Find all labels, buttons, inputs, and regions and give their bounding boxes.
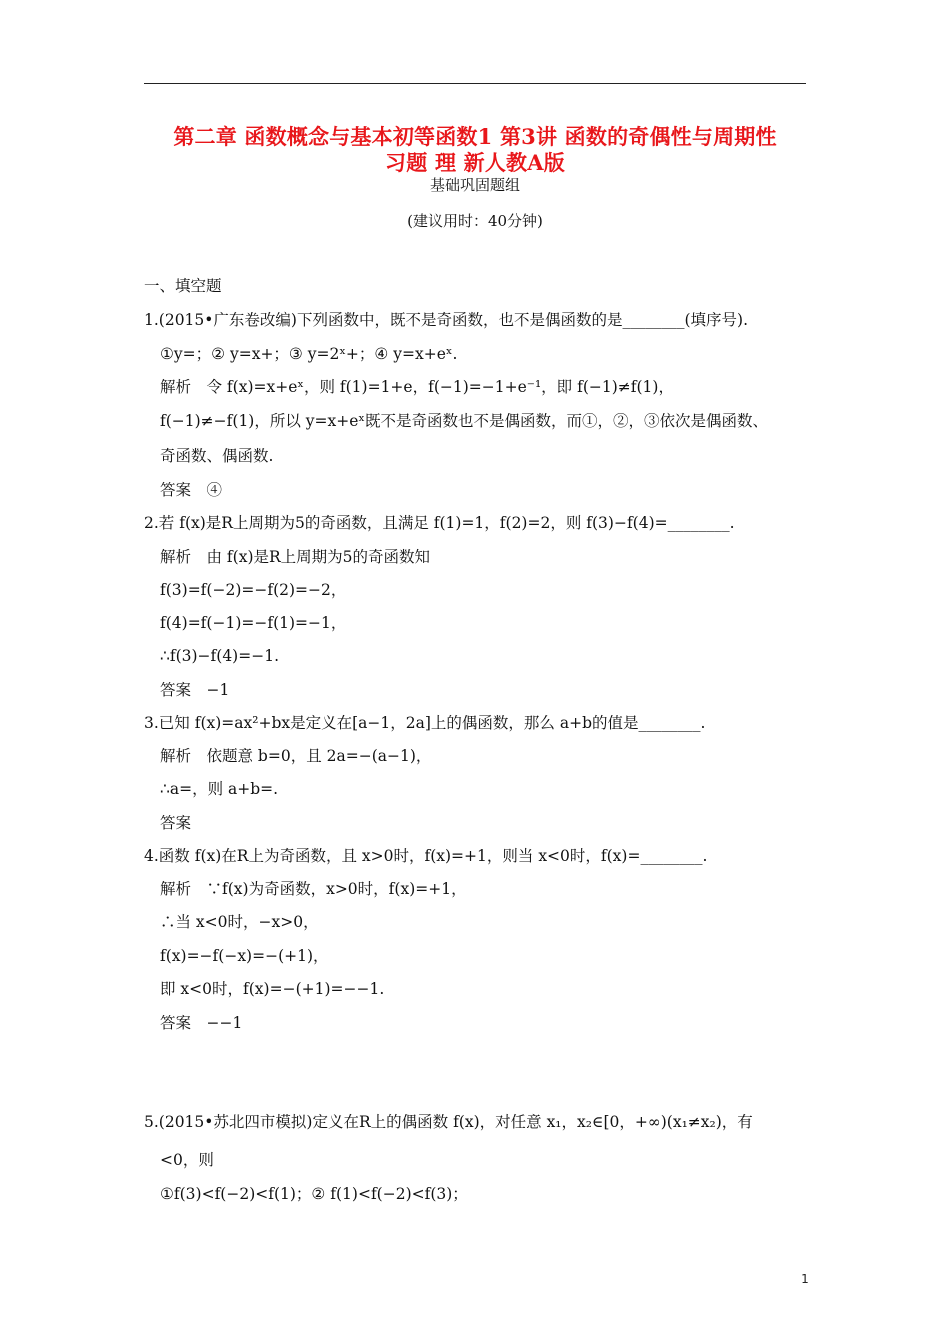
document-title-line-2: 习题 理 新人教A版 bbox=[385, 150, 565, 175]
question-1-answer: 答案 ④ bbox=[160, 481, 223, 499]
question-1-stem: 1.(2015•广东卷改编)下列函数中，既不是奇函数，也不是偶函数的是________(填序号). bbox=[144, 311, 748, 329]
question-5-options: ①f(3)<f(−2)<f(1)；② f(1)<f(−2)<f(3)； bbox=[160, 1185, 468, 1203]
section-heading: 一、填空题 bbox=[144, 277, 222, 295]
question-4-analysis-line: ∴当 x<0时，−x>0， bbox=[160, 913, 319, 931]
question-3-analysis-line: ∴a=，则 a+b=. bbox=[160, 780, 279, 798]
question-4-analysis-line: f(x)=−f(−x)=−(+1)， bbox=[160, 947, 329, 965]
question-3-analysis-line: 解析 依题意 b=0，且 2a=−(a−1)， bbox=[160, 747, 432, 765]
time-hint: (建议用时：40分钟) bbox=[407, 212, 543, 230]
section-subtitle: 基础巩固题组 bbox=[429, 176, 520, 194]
question-2-analysis-line: 解析 由 f(x)是R上周期为5的奇函数知 bbox=[160, 548, 431, 566]
question-3-answer: 答案 bbox=[160, 814, 192, 832]
question-2-analysis-line: ∴f(3)−f(4)=−1. bbox=[160, 647, 279, 665]
question-3-stem: 3.已知 f(x)=ax²+bx是定义在[a−1，2a]上的偶函数，那么 a+b的值是________. bbox=[144, 714, 706, 732]
question-4-stem: 4.函数 f(x)在R上为奇函数，且 x>0时，f(x)=+1，则当 x<0时，f(x)=________. bbox=[144, 847, 708, 865]
question-1-options: ①y=；② y=x+；③ y=2ˣ+；④ y=x+eˣ. bbox=[160, 345, 458, 363]
question-1-analysis-line: 奇函数、偶函数. bbox=[160, 447, 274, 465]
question-1-analysis-line: 解析 令 f(x)=x+eˣ，则 f(1)=1+e，f(−1)=−1+e⁻¹，即 f(−1)≠f(1)， bbox=[160, 378, 674, 396]
question-2-analysis-line: f(3)=f(−2)=−f(2)=−2， bbox=[160, 581, 347, 599]
question-4-analysis-line: 即 x<0时，f(x)=−(+1)=−−1. bbox=[160, 980, 385, 998]
question-1-analysis-line: f(−1)≠−f(1)，所以 y=x+eˣ既不是奇函数也不是偶函数，而①，②，③依次是偶函数、 bbox=[160, 412, 768, 430]
question-2-stem: 2.若 f(x)是R上周期为5的奇函数，且满足 f(1)=1，f(2)=2，则 f(3)−f(4)=________. bbox=[144, 514, 735, 532]
question-4-analysis-line: 解析 ∵f(x)为奇函数，x>0时，f(x)=+1， bbox=[160, 880, 467, 898]
page-number: 1 bbox=[801, 1272, 809, 1286]
question-2-answer: 答案 −1 bbox=[160, 681, 230, 699]
question-5-stem-continued: <0，则 bbox=[160, 1151, 214, 1169]
question-4-answer: 答案 −−1 bbox=[160, 1014, 243, 1032]
document-title-line-1: 第二章 函数概念与基本初等函数1 第3讲 函数的奇偶性与周期性 bbox=[173, 124, 777, 149]
question-5-stem: 5.(2015•苏北四市模拟)定义在R上的偶函数 f(x)，对任意 x₁，x₂∈[0，+∞)(x₁≠x₂)，有 bbox=[144, 1113, 753, 1131]
question-2-analysis-line: f(4)=f(−1)=−f(1)=−1， bbox=[160, 614, 347, 632]
header-rule bbox=[144, 83, 806, 84]
